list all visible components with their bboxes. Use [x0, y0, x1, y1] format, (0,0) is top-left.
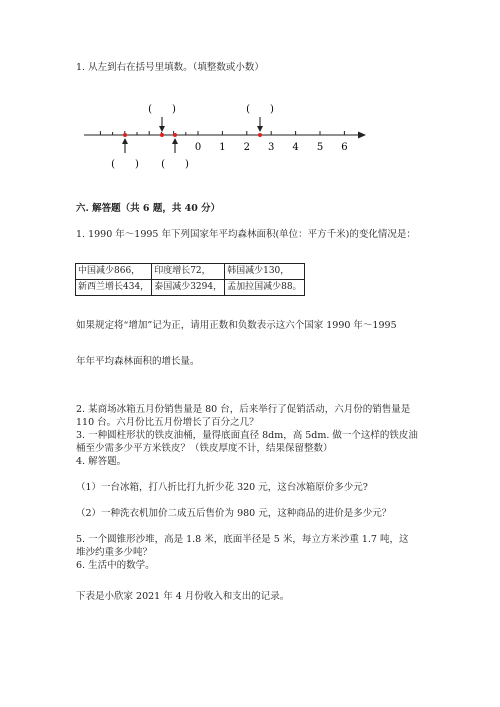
tick-label: 1 [219, 142, 226, 153]
problem-4-sub2: （2）一种洗衣机加价二成五后售价为 980 元，这种商品的进价是多少元？ [76, 508, 392, 519]
problem-4-sub1: （1）一台冰箱，打八折比打九折少花 320 元，这台冰箱原价多少元? [76, 482, 368, 493]
red-marker [258, 133, 262, 137]
table-cell: 韩国减少130， [225, 264, 304, 280]
problem-1-intro: 1. 1990 年～1995 年下列国家年平均森林面积(单位：平方千米)的变化情况是： [76, 229, 416, 240]
tick-label: 6 [341, 142, 348, 153]
table-cell: 孟加拉国减少88。 [225, 280, 304, 296]
tick-label: 5 [316, 142, 324, 153]
number-line-ticks [100, 131, 347, 153]
tick-label: 3 [268, 142, 275, 153]
problem-1-question: 如果规定将“增加”记为正，请用正数和负数表示这六个国家 1990 年～1995 [76, 320, 397, 331]
table-cell: 泰国减少3294， [152, 280, 225, 296]
table-cell: 中国减少866， [76, 264, 152, 280]
arrow-head-icon [358, 132, 366, 139]
tick-label: 2 [243, 142, 250, 153]
red-marker [160, 133, 164, 137]
number-line [0, 95, 380, 180]
forest-change-table [75, 263, 305, 296]
answer-blank: ( ) [161, 159, 189, 170]
table-cell: 新西兰增长434， [76, 280, 152, 296]
table-row [76, 280, 305, 296]
problem-1-question: 年年平均森林面积的增长量。 [76, 356, 200, 367]
problem-3-text: 桶至少需多少平方米铁皮？（铁皮厚度不计，结果保留整数） [76, 443, 333, 454]
section-heading: 六. 解答题（共 6 题，共 40 分） [76, 203, 221, 214]
problem-5-text: 堆沙约重多少吨？ [76, 547, 153, 558]
red-marker [123, 133, 127, 137]
problem-6-title: 6. 生活中的数学。 [76, 560, 155, 571]
tick-label: 4 [292, 142, 299, 153]
answer-blank: ( ) [148, 104, 176, 115]
answer-blank: ( ) [111, 159, 139, 170]
problem-3-text: 3. 一种圆柱形状的铁皮油桶，量得底面直径 8dm，高 5dm. 做一个这样的铁皮油 [76, 430, 418, 441]
problem-2-text: 110 台。六月份比五月份增长了百分之几？ [76, 417, 259, 428]
question-1-title: 1. 从左到右在括号里填数。（填整数或小数） [76, 62, 264, 73]
problem-4-title: 4. 解答题。 [76, 456, 127, 467]
problem-2-text: 2. 某商场冰箱五月份销售量是 80 台，后来举行了促销活动，六月份的销售量是 [76, 404, 411, 415]
problem-6-text: 下表是小欣家 2021 年 4 月份收入和支出的记录。 [76, 591, 290, 602]
table-cell: 印度增长72， [152, 264, 225, 280]
tick-label: 0 [194, 142, 202, 153]
red-marker [173, 133, 177, 137]
problem-5-text: 5. 一个圆锥形沙堆，高是 1.8 米，底面半径是 5 米，每立方米沙重 1.7 吨，这 [76, 534, 409, 545]
table-row [76, 264, 305, 280]
answer-blank: ( ) [246, 104, 274, 115]
